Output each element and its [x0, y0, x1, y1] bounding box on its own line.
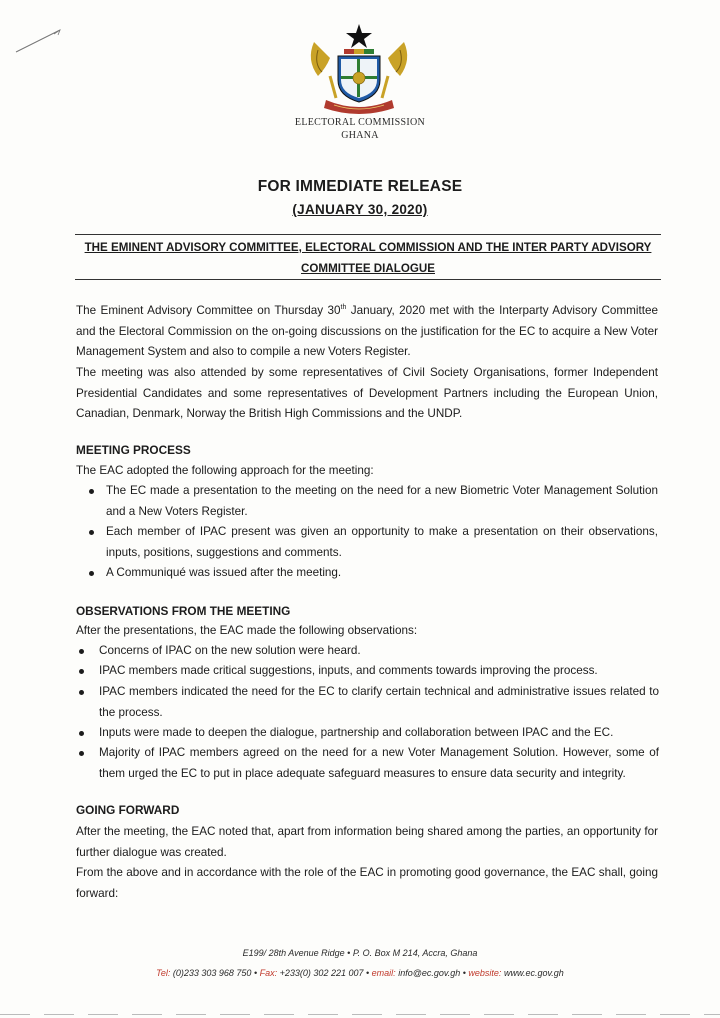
list-item: [106, 481, 658, 522]
footer-separator: •: [462, 968, 466, 978]
subject-top-rule: [75, 234, 661, 235]
list-item-text: IPAC members indicated the need for the EC to clarify certain technical and administrative issues related to the process.: [99, 685, 659, 719]
list-item: [99, 661, 659, 682]
bullet-icon: [89, 489, 94, 494]
intro-p1-text-cont: January, 2020 met with the Interparty Advisory Committee and the Electoral Commission on the on-going discussions on the justification for the EC to acquire a New Voter Management System and also to compile a new Voters Register.: [76, 304, 658, 359]
letterhead-org-line1: ELECTORAL COMMISSION: [294, 117, 426, 128]
footer-separator: •: [366, 968, 370, 978]
subject-bottom-rule: [75, 279, 661, 280]
bullet-icon: [79, 649, 84, 654]
footer-contacts: [0, 968, 720, 978]
pen-scribble-icon: [14, 26, 62, 56]
list-item: [99, 743, 659, 784]
list-item-text: Concerns of IPAC on the new solution were heard.: [99, 644, 361, 657]
list-item-text: IPAC members made critical suggestions, inputs, and comments towards improving the process.: [99, 664, 598, 677]
going-forward-paragraph-2: From the above and in accordance with the role of the EAC in promoting good governance, the EAC shall, going forward:: [76, 866, 658, 900]
footer-email-value[interactable]: info@ec.gov.gh: [398, 968, 461, 978]
list-item-text: The EC made a presentation to the meeting on the need for a new Biometric Voter Management Solution and a New Voters Register.: [106, 484, 658, 518]
page-edge-marks: [0, 1013, 720, 1016]
list-item: [106, 522, 658, 563]
intro-paragraph-2: The meeting was also attended by some representatives of Civil Society Organisations, former Independent Presidential Candidates and some representatives of Development Partners including the European Union, Canadian, Denmark, Norway the British High Commissions and the UNDP.: [76, 366, 658, 421]
footer-separator: •: [253, 968, 258, 978]
bullet-icon: [79, 731, 84, 736]
intro-p1-text: The Eminent Advisory Committee on Thursday 30: [76, 304, 341, 317]
subject-line-2: COMMITTEE DIALOGUE: [301, 262, 435, 275]
ghana-coat-of-arms-icon: [300, 20, 418, 118]
section-heading-going-forward: GOING FORWARD: [76, 803, 180, 817]
intro-paragraph-1: [76, 301, 658, 363]
meeting-process-lead: The EAC adopted the following approach for the meeting:: [76, 464, 374, 477]
footer-email-label: email:: [371, 968, 396, 978]
list-item: [99, 723, 659, 744]
release-date: (JANUARY 30, 2020): [292, 202, 428, 217]
footer-fax-value: +233(0) 302 221 007: [279, 968, 364, 978]
bullet-icon: [89, 571, 94, 576]
going-forward-paragraph-1: After the meeting, the EAC noted that, apart from information being shared among the parties, an opportunity for further dialogue was created.: [76, 825, 658, 859]
bullet-icon: [79, 669, 84, 674]
footer-website-value[interactable]: www.ec.gov.gh: [503, 968, 564, 978]
footer-website-label: website:: [468, 968, 502, 978]
section-heading-meeting-process: MEETING PROCESS: [76, 443, 191, 457]
footer-tel-label: Tel:: [156, 968, 171, 978]
list-item-text: A Communiqué was issued after the meeting.: [106, 566, 342, 579]
footer-tel-value: (0)233 303 968 750: [172, 968, 252, 978]
list-item: [99, 682, 659, 723]
list-item-text: Each member of IPAC present was given an opportunity to make a presentation on their observations, inputs, positions, suggestions and comments.: [106, 525, 658, 559]
observations-lead: After the presentations, the EAC made the following observations:: [76, 624, 418, 637]
bullet-icon: [89, 530, 94, 535]
subject-line-1: THE EMINENT ADVISORY COMMITTEE, ELECTORAL COMMISSION AND THE INTER PARTY ADVISORY: [84, 241, 652, 254]
list-item-text: Inputs were made to deepen the dialogue, partnership and collaboration between IPAC and the EC.: [99, 726, 614, 739]
footer-address: E199/ 28th Avenue Ridge • P. O. Box M 214, Accra, Ghana: [242, 948, 478, 958]
letterhead-org-line2: GHANA: [341, 130, 379, 141]
list-item: [99, 641, 659, 662]
list-item-text: Majority of IPAC members agreed on the need for a new Voter Management Solution. However, some of them urged the EC to put in place adequate safeguard measures to ensure data security and integrity.: [99, 746, 659, 780]
list-item: [106, 563, 658, 584]
release-heading: FOR IMMEDIATE RELEASE: [257, 178, 463, 195]
section-heading-observations: OBSERVATIONS FROM THE MEETING: [76, 604, 291, 618]
bullet-icon: [79, 690, 84, 695]
bullet-icon: [79, 751, 84, 756]
footer-fax-label: Fax:: [259, 968, 278, 978]
intro-p1-ordinal: th: [340, 304, 347, 312]
